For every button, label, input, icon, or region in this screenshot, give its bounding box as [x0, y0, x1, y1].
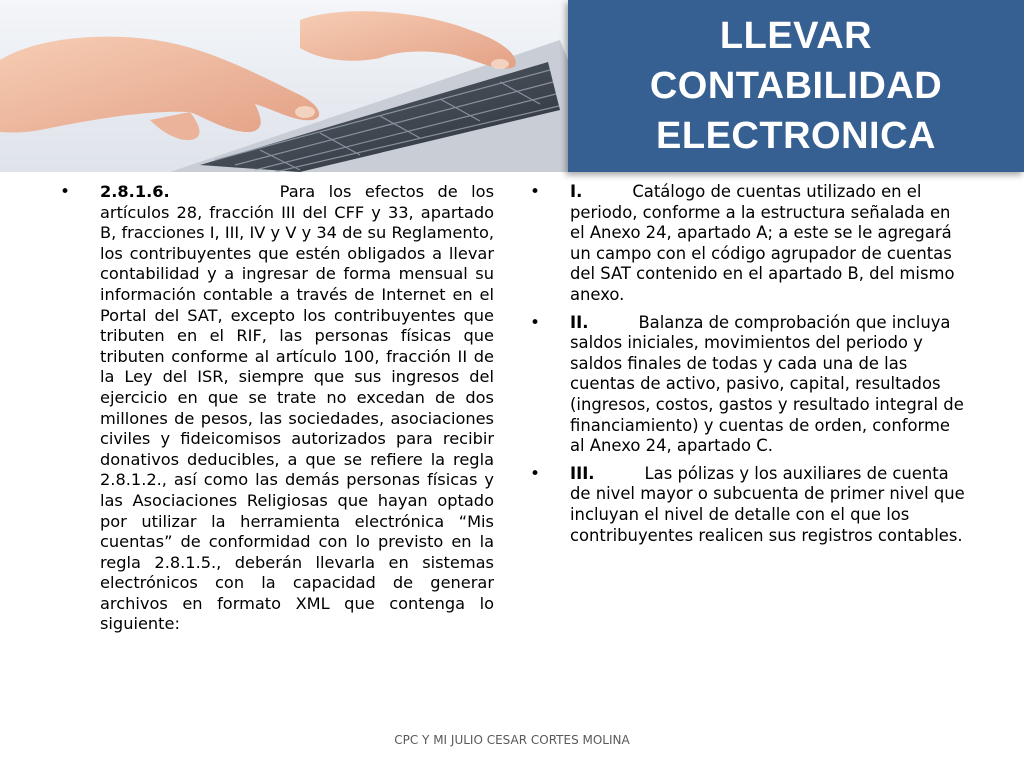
- rule-body: Para los efectos de los artículos 28, fracción III del CFF y 33, apartado B, fracciones I, III, IV y V y 34 de su Reglamento, los contribuyentes que estén obligados a llevar contabilidad y a ingresar de forma mensual su información contable a través de Internet en el Portal del SAT, excepto los contribuyentes que tributen en el RIF, las personas físicas que tributen conforme al artículo 100, fracción II de la Ley del ISR, siempre que sus ingresos del ejercicio en que se trate no excedan de dos millones de pesos, las sociedades, asociaciones civiles y fideicomisos autorizados para recibir donativos deducibles, a que se refiere la regla 2.8.1.2., así como las demás personas físicas y las Asociaciones Religiosas que hayan optado por utilizar la herramienta electrónica “Mis cuentas” de conformidad con lo previsto en la regla 2.8.1.5., deberán llevarla en sistemas electrónicos con la capacidad de generar archivos en formato XML que contenga lo siguiente:: [100, 182, 494, 634]
- slide-title-line-1: LLEVAR: [719, 15, 873, 57]
- slide-title-line-2: CONTABILIDAD: [649, 65, 943, 107]
- bullet-icon: •: [530, 312, 541, 333]
- item-number: II.: [570, 312, 589, 332]
- bullet-icon: •: [530, 463, 541, 484]
- rule-paragraph: [60, 182, 494, 635]
- item-text: Catálogo de cuentas utilizado en el periodo, conforme a la estructura señalada en el Anexo 24, apartado A; a este se le agregará un campo con el código agrupador de cuentas del SAT contenido en el apartado B, del mismo anexo.: [570, 182, 955, 304]
- rule-text: [100, 182, 494, 635]
- slide-title-box: [568, 0, 1024, 172]
- item-number: III.: [570, 463, 595, 483]
- bullet-icon: •: [530, 182, 541, 202]
- list-item: [530, 182, 966, 306]
- item-text: Las pólizas y los auxiliares de cuenta de nivel mayor o subcuenta de primer nivel que incluyan el nivel de detalle con el que los contribuyentes realicen sus registros contables.: [570, 463, 965, 545]
- footer-author: CPC Y MI JULIO CESAR CORTES MOLINA: [394, 733, 630, 747]
- typing-hands-keyboard-photo: [0, 0, 568, 172]
- item-number: I.: [570, 182, 583, 201]
- bullet-icon: •: [60, 182, 71, 202]
- slide-title-line-3: ELECTRONICA: [656, 115, 936, 157]
- item-text: Balanza de comprobación que incluya saldos iniciales, movimientos del periodo y saldos finales de todas y cada una de las cuentas de activo, pasivo, capital, resultados (ingresos, costos, gastos y resultado integral de financiamiento) y cuentas de orden, conforme al Anexo 24, apartado C.: [570, 312, 964, 456]
- list-item: [530, 464, 966, 546]
- rule-number: 2.8.1.6.: [100, 182, 170, 201]
- right-list-column: [530, 182, 966, 553]
- list-item: [530, 313, 966, 457]
- left-text-column: [60, 182, 494, 635]
